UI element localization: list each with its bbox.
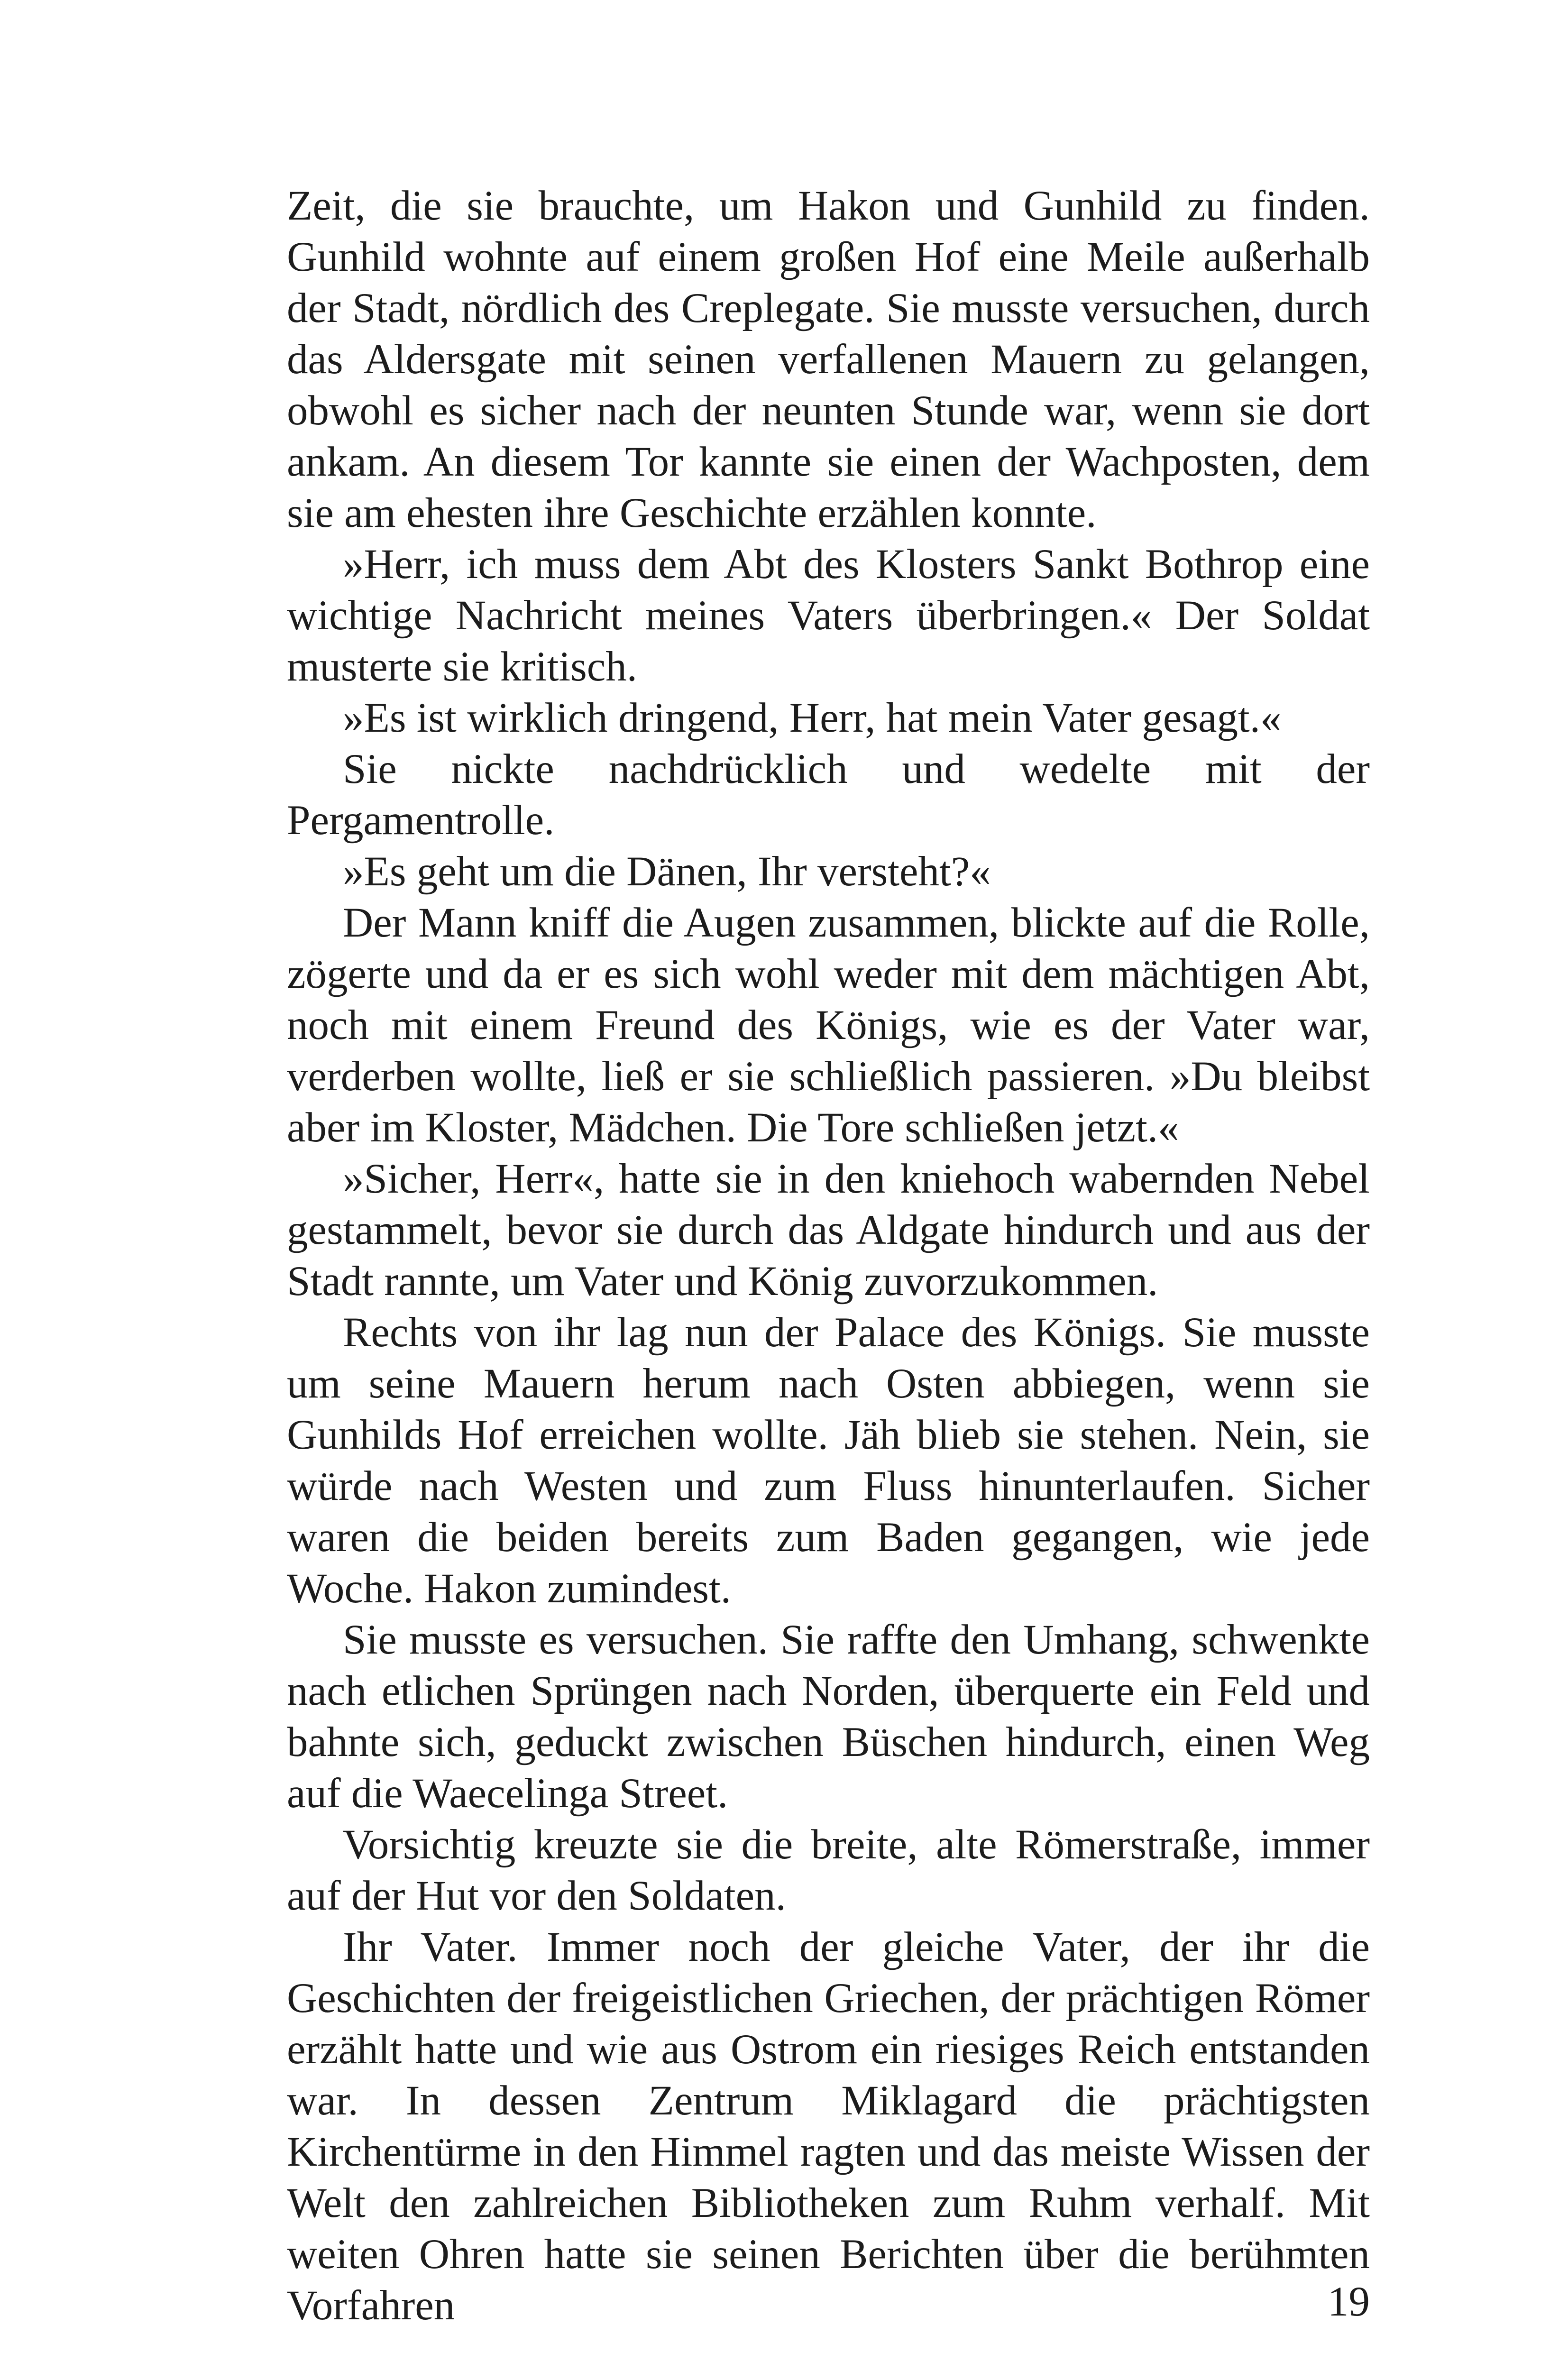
- page-number: 19: [1328, 2279, 1370, 2325]
- paragraph-2: »Herr, ich muss dem Abt des Klosters Sankt Bothrop eine wichtige Nachricht meines Vaters überbringen.« Der Soldat musterte sie kritisch.: [287, 541, 1370, 690]
- paragraph-11: Ihr Vater. Immer noch der gleiche Vater, der ihr die Geschichten der freigeistlichen Griechen, der prächtigen Römer erzählt hatte und wie aus Ostrom ein riesiges Reich entstanden war. In dessen Zentrum Miklagard die prächtigsten Kirchentürme in den Himmel ragten und das meiste Wissen der Welt den zahlreichen Bibliotheken zum Ruhm verhalf. Mit weiten Ohren hatte sie seinen Berichten über die berühmten Vorfahren: [287, 1924, 1370, 2329]
- paragraph-5: »Es geht um die Dänen, Ihr versteht?«: [343, 848, 991, 895]
- body-text: [287, 180, 1370, 2331]
- paragraph-4: Sie nickte nachdrücklich und wedelte mit der Pergamentrolle.: [287, 746, 1370, 844]
- paragraph-1: Zeit, die sie brauchte, um Hakon und Gunhild zu finden. Gunhild wohnte auf einem großen Hof eine Meile außerhalb der Stadt, nördlich des Creplegate. Sie musste versuchen, durch das Aldersgate mit seinen verfallenen Mauern zu gelangen, obwohl es sicher nach der neunten Stunde war, wenn sie dort ankam. An diesem Tor kannte sie einen der Wachposten, dem sie am ehesten ihre Geschichte erzählen konnte.: [287, 183, 1370, 536]
- paragraph-9: Sie musste es versuchen. Sie raffte den Umhang, schwenkte nach etlichen Sprüngen nach Norden, überquerte ein Feld und bahnte sich, geduckt zwischen Büschen hindurch, einen Weg auf die Waecelinga Street.: [287, 1617, 1370, 1817]
- paragraph-7: »Sicher, Herr«, hatte sie in den kniehoch wabernden Nebel gestammelt, bevor sie durch das Aldgate hindurch und aus der Stadt rannte, um Vater und König zuvorzukommen.: [287, 1156, 1370, 1305]
- paragraph-3: »Es ist wirklich dringend, Herr, hat mein Vater gesagt.«: [343, 695, 1282, 741]
- paragraph-10: Vorsichtig kreuzte sie die breite, alte Römerstraße, immer auf der Hut vor den Soldaten.: [287, 1821, 1370, 1919]
- paragraph-6: Der Mann kniff die Augen zusammen, blickte auf die Rolle, zögerte und da er es sich wohl weder mit dem mächtigen Abt, noch mit einem Freund des Königs, wie es der Vater war, verderben wollte, ließ er sie schließlich passieren. »Du bleibst aber im Kloster, Mädchen. Die Tore schließen jetzt.«: [287, 900, 1370, 1151]
- paragraph-8: Rechts von ihr lag nun der Palace des Königs. Sie musste um seine Mauern herum nach Osten abbiegen, wenn sie Gunhilds Hof erreichen wollte. Jäh blieb sie stehen. Nein, sie würde nach Westen und zum Fluss hinunterlaufen. Sicher waren die beiden bereits zum Baden gegangen, wie jede Woche. Hakon zumindest.: [287, 1309, 1370, 1612]
